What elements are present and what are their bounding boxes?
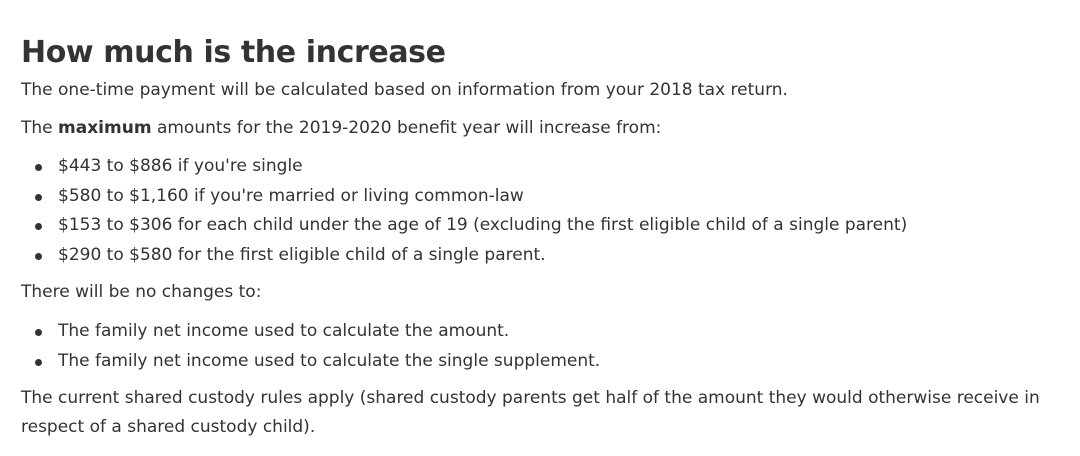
list-item: $443 to $886 if you're single [21, 152, 1059, 182]
list-item: The family net income used to calculate the amount. [21, 317, 1059, 347]
list-item: $580 to $1,160 if you're married or living common-law [21, 182, 1059, 212]
maximum-text-before: The [21, 118, 59, 138]
maximum-text-after: amounts for the 2019-2020 benefit year will increase from: [151, 118, 662, 138]
section-heading: How much is the increase [21, 35, 446, 70]
increase-list [21, 152, 1059, 270]
list-item: $290 to $580 for the first eligible child of a single parent. [21, 241, 1059, 271]
list-item: $153 to $306 for each child under the age of 19 (excluding the first eligible child of a single parent) [21, 211, 1059, 241]
maximum-emphasis: maximum [58, 118, 152, 138]
no-changes-list [21, 317, 1059, 376]
intro-paragraph: The one-time payment will be calculated based on information from your 2018 tax return. [21, 80, 788, 100]
no-changes-paragraph: There will be no changes to: [21, 282, 262, 302]
maximum-paragraph [21, 114, 1059, 143]
custody-paragraph: The current shared custody rules apply (shared custody parents get half of the amount they would otherwise receive in respect of a shared custody child). [21, 388, 1040, 437]
list-item: The family net income used to calculate the single supplement. [21, 347, 1059, 377]
